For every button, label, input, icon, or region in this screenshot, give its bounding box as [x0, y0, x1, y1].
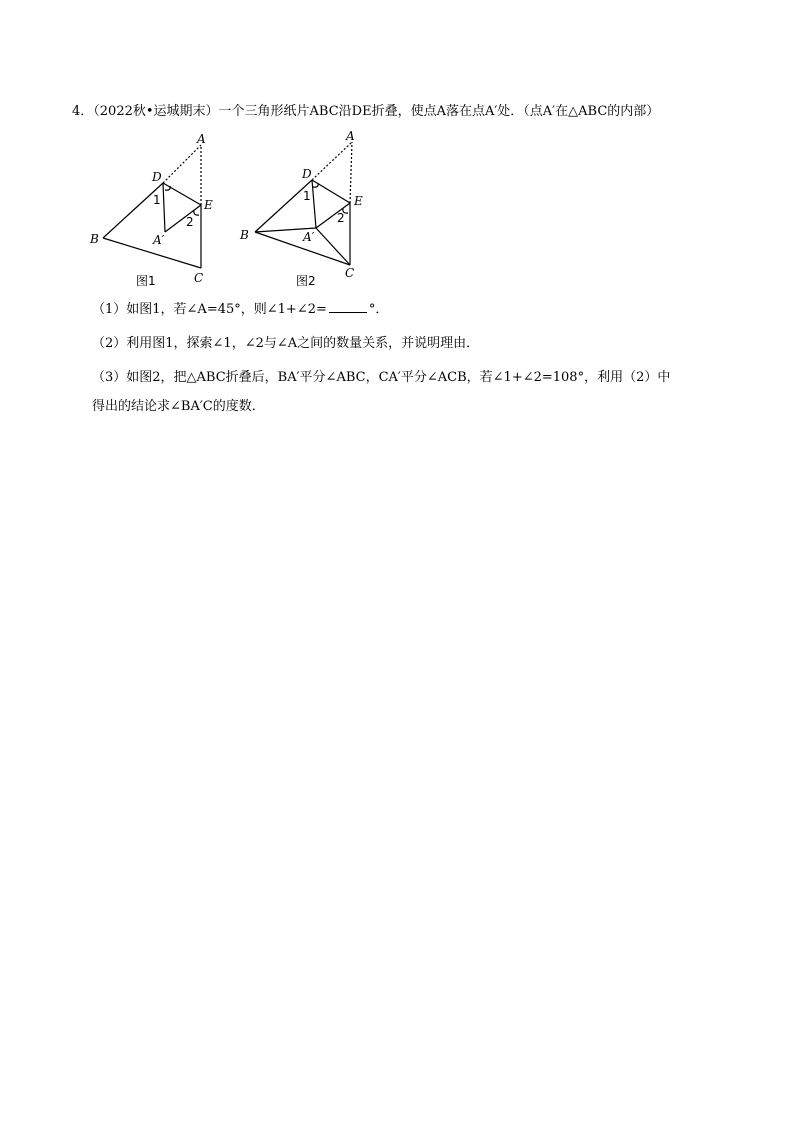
fig2-dashed-EA [350, 142, 352, 203]
fig2-label-C: C [345, 266, 355, 280]
question-part-3-line-2: 得出的结论求∠BA′C的度数． [92, 399, 265, 414]
fig1-dashed-DA [163, 145, 201, 183]
fig2-dashed-DA [312, 142, 352, 180]
fig2-line-EA-prime [316, 203, 350, 228]
part1-prefix: （1）如图1，若∠A=45°，则∠1+∠2= [92, 302, 327, 317]
question-part-1 [92, 300, 388, 319]
fig1-line-DA-prime [163, 183, 165, 232]
answer-blank[interactable] [329, 300, 367, 313]
fig1-label-angle1: 1 [153, 193, 161, 207]
question-part-2: （2）利用图1，探索∠1，∠2与∠A之间的数量关系，并说明理由． [92, 336, 480, 351]
fig1-line-DE [163, 183, 201, 205]
part1-suffix: °． [368, 302, 389, 317]
fig1-label-E: E [204, 198, 213, 212]
fig2-caption: 图2 [296, 274, 316, 288]
fig2-line-BD [255, 180, 312, 232]
fig1-angle2-arc [194, 210, 199, 215]
fig1-line-EA-prime [165, 205, 201, 232]
fig1-label-A: A [197, 132, 206, 146]
fig1-line-BC [103, 238, 201, 268]
fig1-label-C: C [194, 271, 204, 285]
fig1-caption: 图1 [136, 274, 156, 288]
fig2-label-angle2: 2 [337, 211, 345, 225]
fig2-label-A: A [346, 129, 355, 143]
fig1-label-D: D [152, 170, 162, 184]
fig2-label-A-prime: A′ [303, 230, 315, 244]
fig2-label-angle1: 1 [303, 189, 311, 203]
question-header: 4．（2022秋•运城期末）一个三角形纸片ABC沿DE折叠，使点A落在点A′处．（点A′在△ABC的内部） [72, 104, 660, 119]
fig1-line-BD [103, 183, 163, 238]
fig1-label-angle2: 2 [186, 215, 194, 229]
fig1-label-B: B [90, 232, 99, 246]
geometry-figures [0, 0, 794, 300]
figure-2 [255, 142, 352, 265]
fig2-label-D: D [302, 167, 312, 181]
figure-1 [103, 145, 201, 268]
question-part-3-line-1: （3）如图2，把△ABC折叠后，BA′平分∠ABC，CA′平分∠ACB，若∠1+∠2=108°，利用（2）中 [92, 370, 671, 385]
fig2-label-B: B [240, 228, 249, 242]
fig2-label-E: E [354, 194, 363, 208]
fig1-label-A-prime: A′ [153, 233, 165, 247]
